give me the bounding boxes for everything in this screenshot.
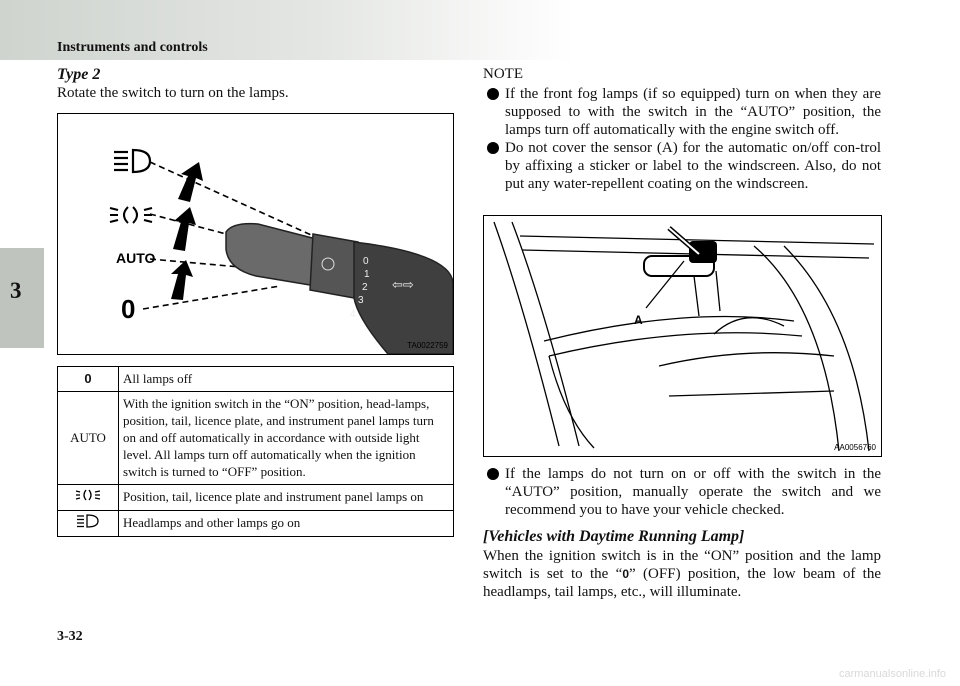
daytime-running-paragraph	[483, 547, 881, 601]
lamp-switch-figure	[57, 113, 454, 355]
para-text: When the ignition switch is in the “ON” position and the lamp switch is set to the “	[483, 548, 881, 582]
note-text: If the lamps do not turn on or off with the switch in the “AUTO” position, manually operate the switch and we recommend you to have your vehicle checked.	[505, 466, 881, 518]
note-list	[483, 85, 881, 193]
chapter-tab	[0, 248, 44, 348]
headlamp-icon	[114, 150, 150, 172]
headlamp-icon	[75, 514, 101, 528]
auto-label: AUTO	[116, 250, 156, 266]
svg-text:1: 1	[364, 269, 370, 280]
svg-text:4: 4	[350, 309, 356, 320]
chapter-number: 3	[10, 278, 22, 303]
windscreen-illustration	[484, 216, 881, 456]
svg-text:3: 3	[358, 295, 364, 306]
watermark: carmanualsonline.info	[838, 668, 946, 680]
table-row	[58, 511, 454, 537]
note-text: If the front fog lamps (if so equipped) turn on when they are supposed to with the switch in the “AUTO” position, the lamps turn off automatically with the engine switch off.	[505, 86, 881, 138]
lamp-switch-illustration	[58, 114, 453, 354]
position-lamp-icon	[75, 488, 101, 502]
table-row	[58, 367, 454, 392]
note-label: NOTE	[483, 66, 523, 82]
note-list-2	[483, 465, 881, 519]
symbol-cell	[58, 367, 119, 392]
header-title: Instruments and controls	[57, 40, 208, 55]
lamp-modes-table	[57, 366, 454, 537]
svg-text:2: 2	[362, 282, 368, 293]
list-item	[483, 85, 881, 139]
para-text: ” (OFF) position, the low beam of the headlamps, tail lamps, etc., will illuminate.	[483, 566, 882, 600]
sensor-label: A	[634, 313, 643, 327]
page-number: 3-32	[57, 629, 83, 644]
figure-code: TA0022759	[407, 341, 448, 350]
svg-text:⇦⇨: ⇦⇨	[392, 277, 414, 292]
note-text: Do not cover the sensor (A) for the automatic on/off con-trol by affixing a sticker or label to the windscreen. Also, do not put any water-repellent coating on the windscreen.	[505, 140, 881, 192]
intro-text: Rotate the switch to turn on the lamps.	[57, 85, 289, 101]
description-cell: All lamps off	[119, 367, 454, 392]
svg-text:0: 0	[363, 256, 369, 267]
list-item	[483, 465, 881, 519]
symbol-cell	[58, 511, 119, 537]
table-row	[58, 485, 454, 511]
section-heading: Type 2	[57, 66, 101, 83]
list-item	[483, 139, 881, 193]
position-lamp-icon	[110, 207, 152, 223]
description-cell: Headlamps and other lamps go on	[119, 511, 454, 537]
symbol-cell: AUTO	[58, 392, 119, 485]
bullet-icon	[487, 142, 499, 154]
table-row	[58, 392, 454, 485]
description-cell: Position, tail, licence plate and instrument panel lamps on	[119, 485, 454, 511]
zero-label: 0	[121, 294, 136, 324]
subsection-heading: [Vehicles with Daytime Running Lamp]	[483, 528, 745, 545]
symbol-cell	[58, 485, 119, 511]
figure-code: AA0056760	[834, 443, 876, 452]
description-cell: With the ignition switch in the “ON” position, head-lamps, position, tail, licence plate, and instrument panel lamps turn on and off automatically in accordance with outside light level. All lamps turn off automatically when the ignition switch is turned to “OFF” position.	[119, 392, 454, 485]
zero-symbol: 0	[622, 567, 630, 581]
switch-stalk	[226, 224, 453, 354]
zero-symbol: 0	[84, 371, 92, 386]
bullet-icon	[487, 88, 499, 100]
bullet-icon	[487, 468, 499, 480]
rotation-arrows	[171, 162, 203, 300]
windscreen-sensor-figure	[483, 215, 882, 457]
